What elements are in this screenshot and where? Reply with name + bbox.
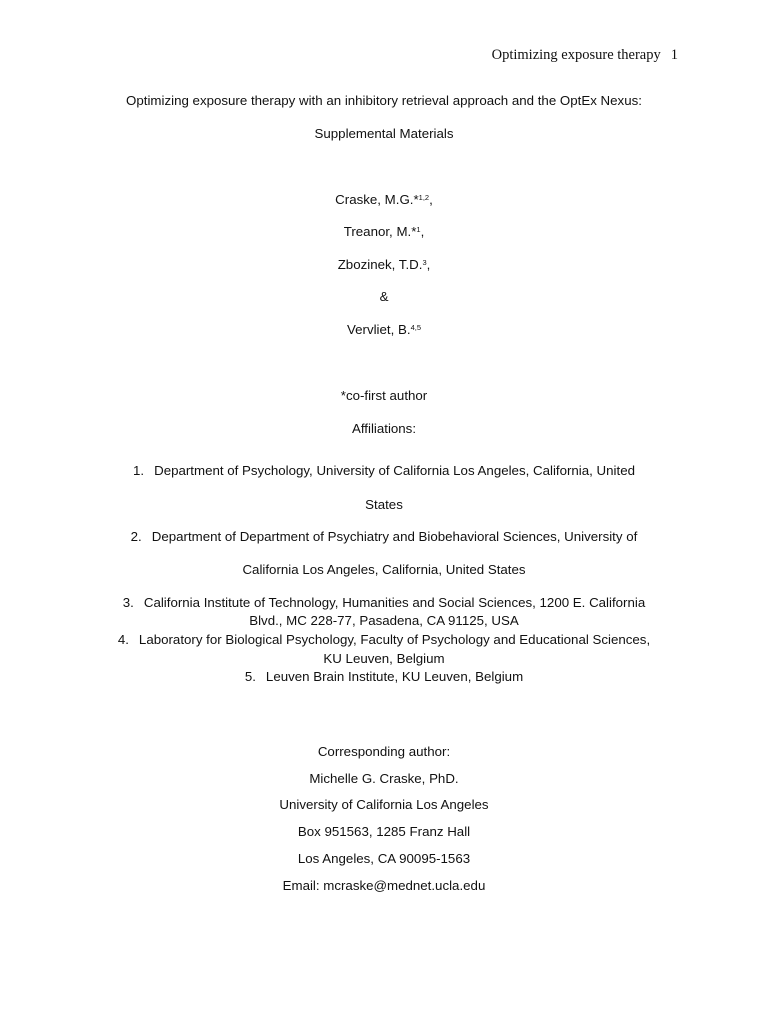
author-name: Zbozinek, T.D. (337, 257, 423, 272)
author-1 (0, 192, 768, 208)
affiliation-number: 1. (133, 463, 145, 478)
author-name: Craske, M.G.* (335, 192, 419, 207)
author-affiliation-mark: 1 (416, 225, 421, 234)
affiliation-4-line-2: KU Leuven, Belgium (323, 651, 445, 666)
affiliation-1-line-1 (0, 463, 768, 479)
affiliation-text: California Institute of Technology, Humanities and Social Sciences, 1200 E. California (143, 595, 646, 610)
author-affiliation-mark: 1,2 (418, 193, 430, 202)
affiliation-text: Laboratory for Biological Psychology, Faculty of Psychology and Educational Sciences, (138, 632, 651, 647)
affiliation-text: Department of Department of Psychiatry and Biobehavioral Sciences, University of (151, 529, 638, 544)
correspondence-email: Email: mcraske@mednet.ucla.edu (282, 878, 486, 893)
affiliation-1-line-2: States (365, 497, 403, 512)
correspondence-address-1: Box 951563, 1285 Franz Hall (297, 824, 471, 839)
affiliation-number: 4. (117, 632, 129, 647)
affiliations-heading: Affiliations: (351, 421, 417, 436)
author-4 (0, 322, 768, 338)
title-line-1: Optimizing exposure therapy with an inhibitory retrieval approach and the OptEx Nexus: (126, 93, 642, 108)
author-separator: , (426, 257, 431, 272)
author-name: Treanor, M.* (343, 224, 417, 239)
author-affiliation-mark: 3 (422, 258, 427, 267)
affiliation-3-line-1 (0, 595, 768, 611)
correspondence-heading: Corresponding author: (317, 744, 451, 759)
correspondence-name: Michelle G. Craske, PhD. (309, 771, 459, 786)
affiliation-2-line-1 (0, 529, 768, 545)
ampersand-text: & (379, 289, 389, 304)
title-line-2: Supplemental Materials (314, 126, 454, 141)
affiliation-number: 2. (130, 529, 142, 544)
running-title: Optimizing exposure therapy (491, 47, 661, 63)
author-2 (0, 224, 768, 240)
author-name: Vervliet, B. (347, 322, 411, 337)
author-separator: , (429, 192, 433, 207)
affiliation-4-line-1 (0, 632, 768, 648)
correspondence-institution: University of California Los Angeles (279, 797, 489, 812)
affiliation-number: 3. (122, 595, 134, 610)
co-first-note: *co-first author (340, 388, 428, 403)
author-3 (0, 257, 768, 273)
author-ampersand (0, 289, 768, 305)
correspondence-address-2: Los Angeles, CA 90095-1563 (297, 851, 471, 866)
affiliation-text: Department of Psychology, University of California Los Angeles, California, United (154, 463, 635, 478)
running-header (492, 47, 678, 64)
page-number: 1 (670, 47, 678, 63)
affiliation-5 (0, 669, 768, 685)
affiliation-2-line-2: California Los Angeles, California, United States (242, 562, 526, 577)
author-affiliation-mark: 4,5 (410, 323, 421, 332)
affiliation-text: Leuven Brain Institute, KU Leuven, Belgium (265, 669, 524, 684)
author-separator: , (420, 224, 425, 239)
affiliation-number: 5. (244, 669, 256, 684)
affiliation-3-line-2: Blvd., MC 228-77, Pasadena, CA 91125, USA (249, 613, 519, 628)
